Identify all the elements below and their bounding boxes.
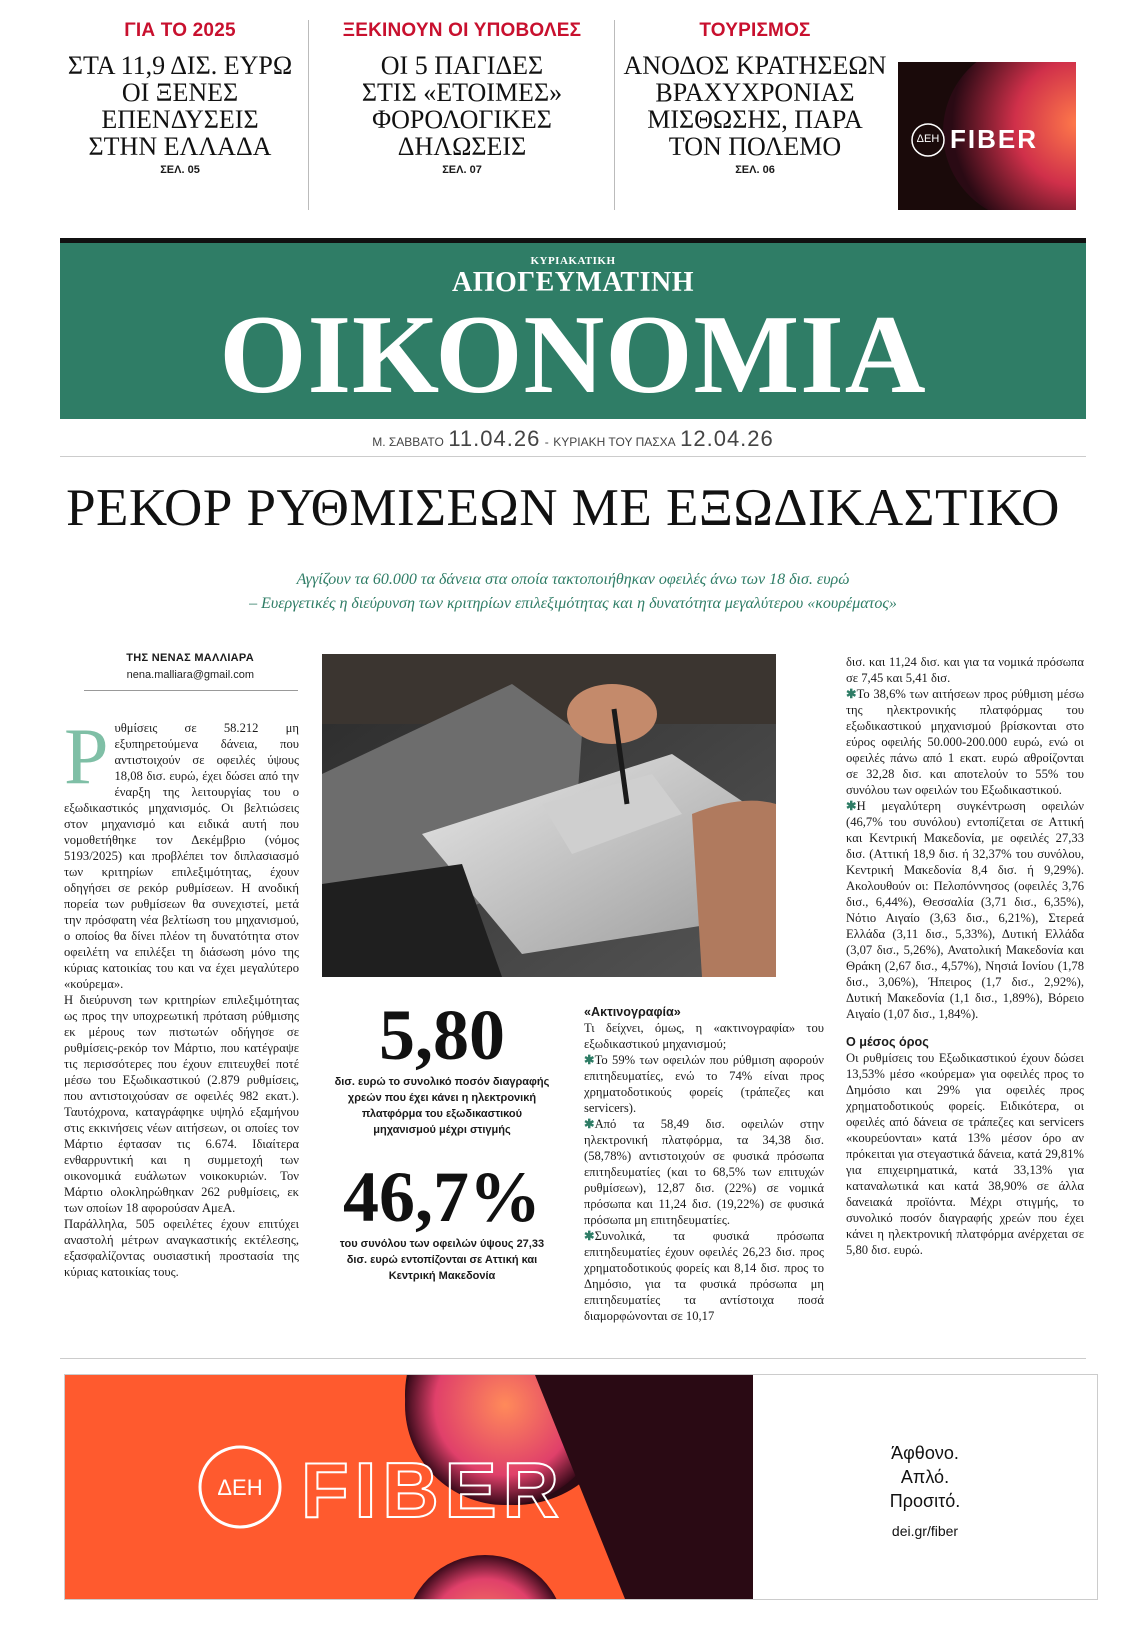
byline-email[interactable]: nena.malliara@gmail.com: [126, 669, 254, 681]
main-headline: ΡΕΚΟΡ ΡΥΘΜΙΣΕΩΝ ΜΕ ΕΞΩΔΙΚΑΣΤΙΚΟ: [66, 479, 1060, 537]
article-photo: [322, 654, 776, 977]
section-heading: «Ακτινογραφία»: [584, 1005, 681, 1019]
teaser-headline: ΑΝΟΔΟΣ ΚΡΑΤΗΣΕΩΝ ΒΡΑΧΥΧΡΟΝΙΑΣ ΜΙΣΘΩΣΗΣ, ΠΑΡΑ ΤΟΝ ΠΟΛΕΜΟ: [623, 51, 887, 161]
asterisk-icon: ✱: [846, 687, 857, 701]
photo-art: [322, 654, 776, 977]
ad-banner-logo: ΔΕΗ: [217, 1475, 263, 1500]
masthead: [60, 238, 1086, 419]
rule: [60, 1358, 1086, 1359]
ad-banner-art: [65, 1375, 753, 1599]
asterisk-icon: ✱: [584, 1117, 595, 1131]
article-column-1: Ρυθμίσεις σε 58.212 μη εξυπηρετούμενα δάνεια, που αντιστοιχούν σε οφειλές ύψους 18,08 δισ. ευρώ, έχει δώσει από την έναρξη της λειτουργίας του ο εξωδικαστικός μηχανισμός. Οι βελτιώσεις στον μηχανισμό και ειδικά αυτή που νομοθετήθηκε τον Δεκέμβριο (νόμος 5193/2025) και προβλέπει τον διπλασιασμό των κριτηρίων επιλεξιμότητας, έχουν οδηγήσει σε ρεκόρ ρυθμίσεων. Η ανοδική πορεία των ρυθμίσεων θα συνεχιστεί, μετά την πρόσφατη νέα βελτίωση του μηχανισμού, ο οποίος θα δίνει πλέον τη δυνατότητα στον οφειλέτη να επιλέξει τη διάσωση μόνο της κύριας κατοικίας του και να έχει μεγαλύτερο «κούρεμα». Η διεύρυνση των κριτηρίων επιλεξιμότητας ως προς την υποχρεωτική πρόταση ρύθμισης εκ μέρους των πιστωτών οδήγησε σε ρυθμίσεις-ρεκόρ τον Μάρτιο, που κατέγραψε τις περισσότερες που έχουν επιτευχθεί ποτέ μέσω του Εξωδικαστικού (2.879 ρυθμίσεις, που αντιστοιχούσαν σε οφειλές 982 εκατ.). Ταυτόχρονα, καταγράφηκε υψηλό εξαμήνου στις εκκινήσεις νέων αιτήσεων, οι οποίες τον Μάρτιο έφτασαν τις 6.674. Ιδιαίτερα ενθαρρυντική και η συμμετοχή των οικονομικά ευάλωτων νοικοκυριών. Τον Μάρτιο ολοκληρώθηκαν 262 ρυθμίσεις, εκ των οποίων 18 αφορούσαν ΑμεΑ. Παράλληλα, 505 οφειλέτες έχουν επιτύχει αναστολή μέτρων αναγκαστικής εκτέλεσης, εξασφαλίζοντας ουσιαστική προστασία της κύριας κατοικίας τους.: [64, 713, 299, 1279]
divider: [308, 20, 309, 210]
dateline: [60, 426, 1086, 452]
section-heading: Ο μέσος όρος: [846, 1035, 929, 1049]
rule: [60, 456, 1086, 457]
byline-author: ΤΗΣ ΝΕΝΑΣ ΜΑΛΛΙΑΡΑ: [126, 652, 254, 664]
ad-small-brand: FIBER: [950, 124, 1038, 154]
masthead-title: ΟΙΚΟΝΟΜΙΑ: [219, 293, 927, 417]
asterisk-icon: ✱: [846, 799, 857, 813]
ad-slogan: Άφθονο. Απλό. Προσιτό.: [889, 1443, 961, 1511]
masthead-kyriakatiki: ΚΥΡΙΑΚΑΤΙΚΗ: [530, 255, 616, 267]
asterisk-icon: ✱: [584, 1053, 595, 1067]
stat-value: 46,7%: [343, 1157, 541, 1237]
ad-banner-brand: FIBER: [301, 1446, 565, 1534]
article-column-4: δισ. και 11,24 δισ. και για τα νομικά πρόσωπα σε 7,45 και 5,41 δισ. ✱Το 38,6% των αιτήσεων προς ρύθμιση μέσω της ηλεκτρονικής πλατφόρμας του εξωδικαστικού μηχανισμού βρίσκονται στο εύρος οφειλής 50.000-200.000 ευρώ, ενώ οι οφειλές πάνω από 1 εκατ. ευρώ αθροίζονται σε 32,28 δισ. και αποτελούν το 55% του συνόλου των οφειλών του Εξωδικαστικού. ✱Η μεγαλύτερη συγκέντρωση οφειλών (46,7% του συνόλου) εντοπίζεται σε Αττική και Κεντρική Μακεδονία, με οφειλές 27,33 δισ. (Αττική 18,9 δισ. ή 32,37% του συνόλου, Κεντρική Μακεδονία 8,4 δισ. ή 9,29%). Ακολουθούν οι: Πελοπόννησος (οφειλές 3,76 δισ., 6,44%), Θεσσαλία (3,71 δισ., 6,35%), Νότιο Αιγαίο (3,63 δισ., 6,21%), Στερεά Ελλάδα (3,11 δισ., 5,33%), Δυτική Ελλάδα (3,07 δισ., 5,26%), Ανατολική Μακεδονία και Θράκη (2,67 δισ., 4,57%), Νησιά Ιονίου (1,78 δισ., 3,06%), Ήπειρος (1,7 δισ., 2,92%), Δυτική Μακεδονία (1,1 δισ., 1,89%), Βόρειο Αιγαίο (1,07 δισ., 1,84%). Ο μέσος όρος Οι ρυθμίσεις του Εξωδικαστικού έχουν δώσει 13,53% μέσο «κούρεμα» για οφειλές προς το Δημόσιο και 29% για οφειλές προς χρηματοδοτικούς φορείς. Ειδικότερα, οι οφειλές από δάνεια σε τράπεζες και servicers «κουρεύονται» κατά 13% μέσον όρο αν πρόκειται για στεγαστικά δάνεια, κατά 29,81% για επιχειρηματικά, κατά 33,13% για καταναλωτικά και κατά 38,90% σε άλλα δανειακά προϊόντα. Μέχρι στιγμής, το συνολικό ποσόν διαγραφής χρεών που έχει κάνει η ηλεκτρονική πλατφόρμα ανέρχεται σε 5,80 δισ. ευρώ.: [846, 655, 1084, 1257]
teaser-page: ΣΕΛ. 06: [735, 164, 775, 176]
stat-caption: δισ. ευρώ το συνολικό ποσόν διαγραφής χρεών που έχει κάνει η ηλεκτρονική πλατφόρμα του εξωδικαστικού μηχανισμού μέχρι στιγμής: [334, 1076, 550, 1136]
teaser-3[interactable]: [622, 20, 888, 210]
dateline-sat-label: Μ. ΣΑΒΒΑΤΟ: [372, 435, 444, 449]
ad-dei-fiber-small[interactable]: [898, 62, 1076, 210]
dropcap: Ρ: [64, 713, 109, 801]
stat-block-2: [322, 1158, 562, 1284]
teaser-kicker: ΓΙΑ ΤΟ 2025: [124, 20, 236, 41]
teaser-2[interactable]: [318, 20, 606, 210]
masthead-apogevmatini: ΑΠΟΓΕΥΜΑΤΙΝΗ: [452, 267, 694, 298]
dateline-sep: -: [544, 435, 549, 449]
stat-caption: του συνόλου των οφειλών ύψους 27,33 δισ. ευρώ εντοπίζονται σε Αττική και Κεντρική Μακεδονία: [339, 1238, 545, 1282]
teaser-headline: ΣΤΑ 11,9 ΔΙΣ. ΕΥΡΩ ΟΙ ΞΕΝΕΣ ΕΠΕΝΔΥΣΕΙΣ ΣΤΗΝ ΕΛΛΑΔΑ: [67, 51, 293, 161]
rule: [84, 690, 298, 691]
article-column-3: «Ακτινογραφία» Τι δείχνει, όμως, η «ακτινογραφία» του εξωδικαστικού μηχανισμού; ✱Το 59% των οφειλών που ρύθμιση αφορούν επιτηδευματίες, ενώ το 74% είναι προς χρηματοδοτικούς φορείς (τράπεζες και servicers). ✱Από τα 58,49 δισ. οφειλών στην ηλεκτρονική πλατφόρμα, τα 34,38 δισ. (58,78%) αντιστοιχούν σε φυσικά πρόσωπα επιτηδευματίες (και το 68,5% των επιτυχών ρυθμίσεων), 12,87 δισ. (22%) σε νομικά πρόσωπα και 11,24 δισ. (19,22%) σε φυσικά πρόσωπα μη επιτηδευματίες. ✱Συνολικά, τα φυσικά πρόσωπα επιτηδευματίες έχουν οφειλές 26,23 δισ. προς χρηματοδοτικούς φορείς και 8,14 δισ. προς το Δημόσιο, για τα φυσικά πρόσωπα μη επιτηδευματίες τα αντίστοιχα ποσά διαμορφώνονται σε 10,17: [584, 1005, 824, 1323]
dateline-sat-date: 11.04.26: [448, 426, 541, 451]
subheadline: Αγγίζουν τα 60.000 τα δάνεια στα οποία τακτοποιήθηκαν οφειλές άνω των 18 δισ. ευρώ – Ευεργετικές η διεύρυνση των κριτηρίων επιλεξιμότητας και η δυνατότητα μεγαλύτερου «κουρέματος»: [249, 571, 897, 612]
teaser-headline: ΟΙ 5 ΠΑΓΙΔΕΣ ΣΤΙΣ «ΕΤΟΙΜΕΣ» ΦΟΡΟΛΟΓΙΚΕΣ ΔΗΛΩΣΕΙΣ: [361, 51, 563, 161]
dateline-sun-label: ΚΥΡΙΑΚΗ ΤΟΥ ΠΑΣΧΑ: [553, 435, 676, 449]
stat-value: 5,80: [379, 995, 505, 1075]
ad-dei-fiber-banner[interactable]: [64, 1374, 1098, 1600]
asterisk-icon: ✱: [584, 1229, 595, 1243]
ad-small-logo: ΔΕΗ: [916, 133, 940, 145]
teaser-1[interactable]: [60, 20, 300, 210]
divider: [614, 20, 615, 210]
ad-banner-copy: [753, 1375, 1097, 1599]
teaser-kicker: ΤΟΥΡΙΣΜΟΣ: [699, 20, 811, 41]
ad-url[interactable]: dei.gr/fiber: [891, 1523, 959, 1539]
teaser-kicker: ΞΕΚΙΝΟΥΝ ΟΙ ΥΠΟΒΟΛΕΣ: [342, 20, 582, 41]
teaser-page: ΣΕΛ. 05: [160, 164, 200, 176]
dateline-sun-date: 12.04.26: [680, 426, 774, 451]
teaser-page: ΣΕΛ. 07: [442, 164, 482, 176]
stat-block-1: [322, 996, 562, 1138]
